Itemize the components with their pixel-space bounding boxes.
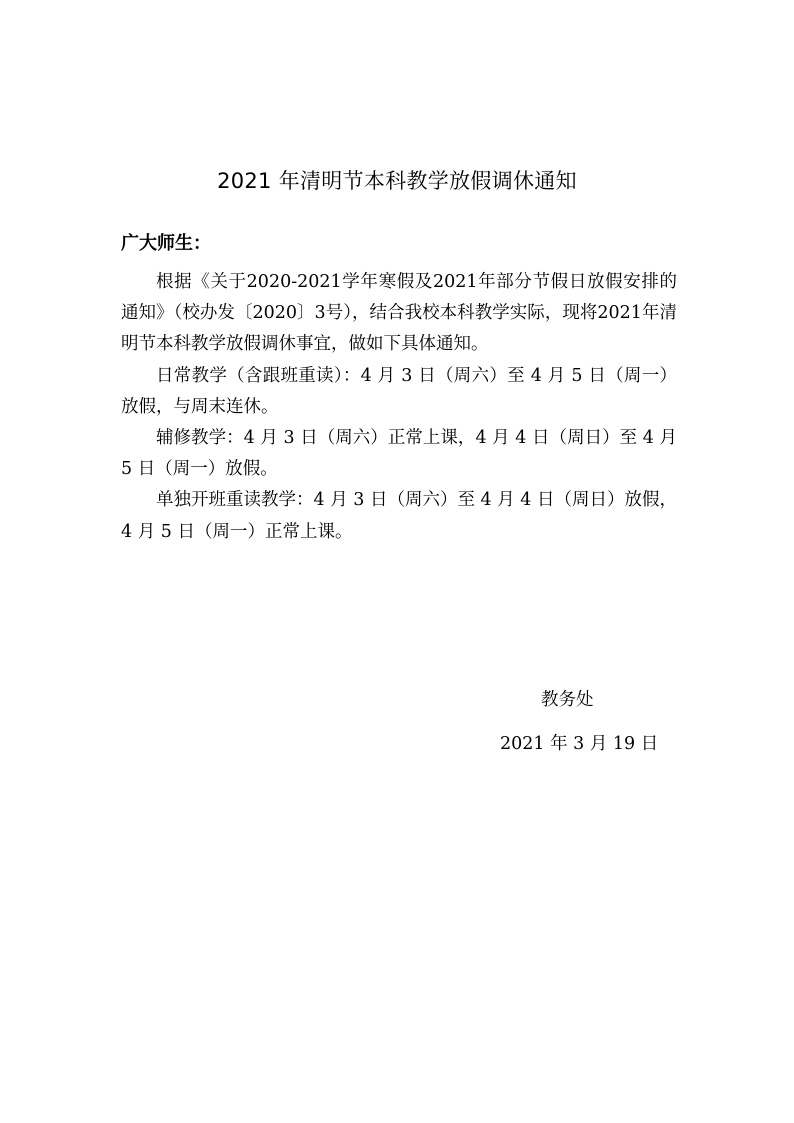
- signature-date: 2021 年 3 月 19 日: [500, 734, 659, 754]
- document-title: 2021 年清明节本科教学放假调休通知: [217, 169, 577, 193]
- document-body: [121, 267, 677, 548]
- paragraph-intro: 根据《关于2020-2021学年寒假及2021年部分节假日放假安排的通知》（校办发〔2020〕3号），结合我校本科教学实际，现将2021年清明节本科教学放假调休事宜，做如下具体通知。: [121, 272, 677, 355]
- paragraph-minor-teaching: 辅修教学：4 月 3 日（周六）正常上课，4 月 4 日（周日）至 4 月 5 日（周一）放假。: [121, 428, 677, 480]
- signature-office: 教务处: [541, 690, 594, 710]
- paragraph-separate-class-teaching: 单独开班重读教学：4 月 3 日（周六）至 4 月 4 日（周日）放假，4 月 5 日（周一）正常上课。: [121, 490, 677, 542]
- paragraph-regular-teaching: 日常教学（含跟班重读）：4 月 3 日（周六）至 4 月 5 日（周一）放假，与周末连休。: [121, 365, 677, 417]
- greeting: 广大师生：: [121, 233, 211, 254]
